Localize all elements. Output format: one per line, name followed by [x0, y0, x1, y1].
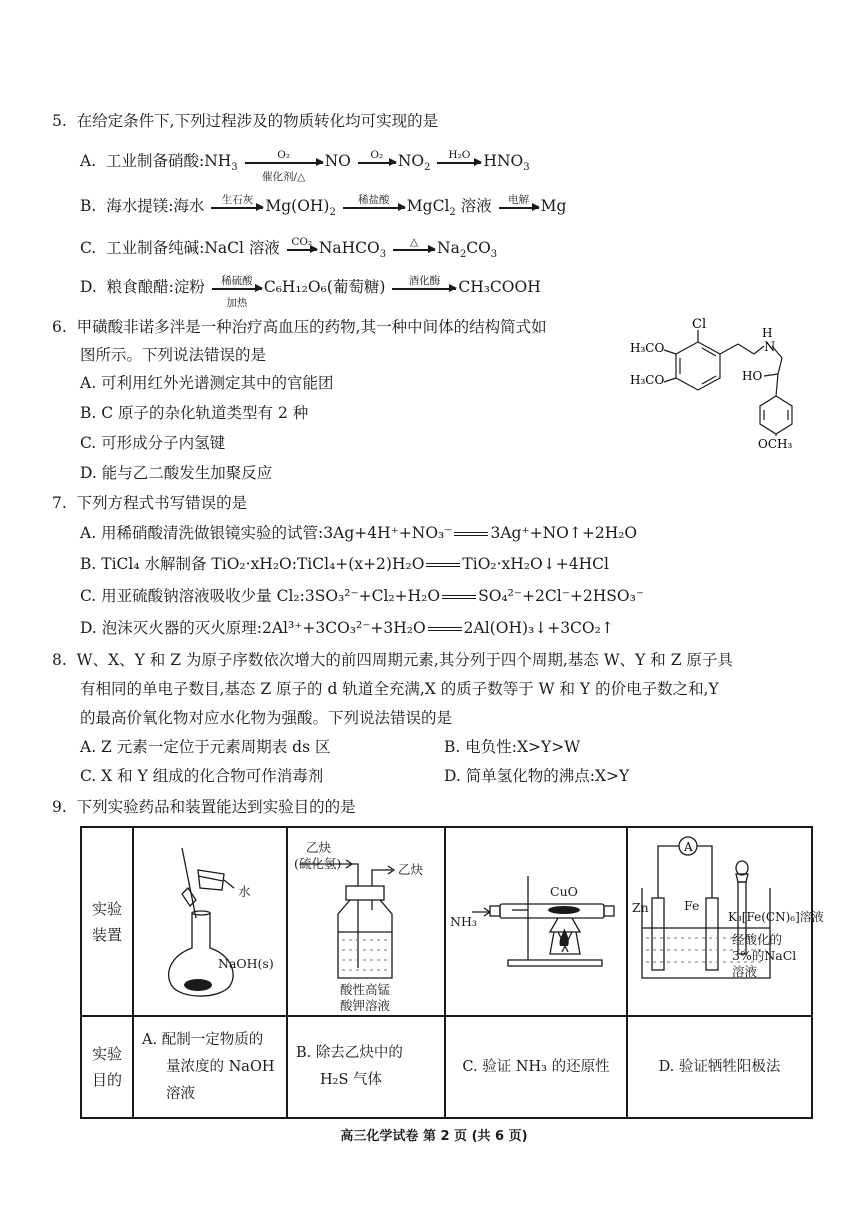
reaction-arrow: O₂ 催化剂/△: [245, 160, 323, 163]
purpose-c: C. 验证 NH₃ 的还原性: [445, 1016, 627, 1118]
reaction-arrow: CO₂: [287, 247, 317, 250]
q8-stem-line1: 8. W、X、Y 和 Z 为原子序数依次增大的前四周期元素,其分列于四个周期,基态 W、Y 和 Z 原子具: [52, 651, 733, 669]
structure-ome1-label: H₃CO: [630, 341, 665, 355]
purpose-b: B. 除去乙炔中的 H₂S 气体: [287, 1016, 445, 1118]
label-water: 水: [238, 884, 251, 899]
equals-sign: [428, 625, 462, 634]
q6-stem-line2: 图所示。下列说法错误的是: [80, 346, 267, 364]
label-ferricyanide: K₃[Fe(CN)₆]溶液: [728, 910, 824, 924]
q5-option-a: A. 工业制备硝酸$:NH_3$ O₂ 催化剂/△ NO O₂ $NO_2$ H₂O $HNO_3$: [80, 149, 530, 184]
label-nh3: NH₃: [450, 914, 477, 929]
label-naoh-solid: NaOH(s): [218, 956, 274, 971]
q6-number: 6.: [52, 318, 67, 336]
q5-number: 5.: [52, 112, 67, 130]
q5-option-c: C. 工业制备纯碱:NaCl 溶液 CO₂ NaHCO$_3$ △ $Na_2CO_3$: [80, 236, 498, 261]
label-kmno4-line2: 酸钾溶液: [340, 998, 391, 1013]
structure-oh-label: HO: [742, 369, 763, 383]
q7-option-a: A. 用稀硝酸清洗做银镜实验的试管:3Ag+4H⁺+NO₃⁻ 3Ag⁺+NO↑+2H₂O: [80, 524, 638, 542]
diagram-a-volumetric-flask: [133, 827, 287, 1016]
purpose-d: D. 验证牺牲阳极法: [627, 1016, 812, 1118]
purpose-a: A. 配制一定物质的 量浓度的 NaOH 溶液: [133, 1016, 287, 1118]
q8-option-b: B. 电负性:X>Y>W: [444, 738, 581, 756]
label-inlet-h2s: (硫化氢): [294, 856, 342, 871]
q6-option-a: A. 可利用红外光谱测定其中的官能团: [80, 374, 334, 392]
structure-ome3-label: OCH₃: [758, 437, 793, 451]
q8-option-a: A. Z 元素一定位于元素周期表 ds 区: [80, 738, 331, 756]
label-nacl-line1: 经酸化的: [732, 932, 783, 947]
q9-number: 9.: [52, 798, 67, 816]
reaction-arrow: H₂O: [437, 160, 481, 163]
reaction-arrow: △: [393, 247, 435, 250]
page-footer: 高三化学试卷 第 2 页 (共 6 页): [340, 1129, 528, 1144]
reaction-arrow: 电解: [499, 205, 539, 208]
q5-option-b: B. 海水提镁:海水 生石灰 $Mg(OH)_2$ 稀盐酸 MgCl$_2$ 溶液 电解 Mg: [80, 194, 567, 219]
q6-stem-line1: 6. 甲磺酸非诺多泮是一种治疗高血压的药物,其一种中间体的结构简式如: [52, 318, 547, 336]
q7-option-b: B. TiCl₄ 水解制备 TiO₂·xH₂O:TiCl₄+(x+2)H₂O TiO₂·xH₂O↓+4HCl: [80, 555, 609, 573]
q6-option-d: D. 能与乙二酸发生加聚反应: [80, 464, 273, 482]
label-nacl-line3: 溶液: [732, 964, 758, 979]
reaction-arrow: O₂: [358, 160, 396, 163]
label-outlet-acetylene: 乙炔: [398, 862, 424, 877]
diagram-b-gas-washing-bottle: [287, 827, 445, 1016]
reaction-arrow: 酒化酶: [392, 286, 456, 289]
equals-sign: [442, 593, 476, 602]
label-fe: Fe: [684, 898, 700, 913]
q5-stem: 5. 在给定条件下,下列过程涉及的物质转化均可实现的是: [52, 112, 439, 130]
table-header-purpose: 实验 目的: [81, 1016, 133, 1118]
diagram-d-galvanic-cell: [627, 827, 824, 1016]
equals-sign: [454, 530, 488, 539]
q8-number: 8.: [52, 651, 67, 669]
q7-stem: 7. 下列方程式书写错误的是: [52, 494, 248, 512]
q6-option-c: C. 可形成分子内氢键: [80, 434, 226, 452]
label-kmno4-line1: 酸性高锰: [340, 982, 391, 997]
label-inlet-acetylene: 乙炔: [306, 840, 332, 855]
equals-sign: [426, 561, 460, 570]
q7-option-d: D. 泡沫灭火器的灭火原理:2Al³⁺+3CO₃²⁻+3H₂O 2Al(OH)₃↓+3CO₂↑: [80, 619, 614, 637]
reaction-arrow: 稀盐酸: [343, 205, 405, 208]
q6-option-b: B. C 原子的杂化轨道类型有 2 种: [80, 404, 309, 422]
reaction-arrow: 稀硫酸 加热: [212, 286, 262, 289]
q5-option-d: D. 粮食酿醋:淀粉 稀硫酸 加热 C₆H₁₂O₆(葡萄糖) 酒化酶 CH₃COOH: [80, 275, 541, 310]
structure-nh-label: H: [762, 326, 773, 340]
ammeter-label: A: [684, 840, 693, 854]
molecular-structure-diagram: [630, 312, 830, 452]
q8-option-c: C. X 和 Y 组成的化合物可作消毒剂: [80, 767, 324, 785]
diagram-c-combustion-tube: [445, 827, 627, 1016]
label-zn: Zn: [632, 900, 649, 915]
label-cuo: CuO: [550, 884, 578, 899]
q9-stem: 9. 下列实验药品和装置能达到实验目的的是: [52, 798, 356, 816]
table-header-apparatus: 实验 装置: [81, 827, 133, 1016]
structure-cl-label: Cl: [692, 317, 707, 332]
q7-option-c: C. 用亚硫酸钠溶液吸收少量 Cl₂:3SO₃²⁻+Cl₂+H₂O SO₄²⁻+2Cl⁻+2HSO₃⁻: [80, 587, 644, 605]
q8-option-d: D. 简单氢化物的沸点:X>Y: [444, 767, 630, 785]
experiment-table: [80, 826, 824, 1119]
label-nacl-line2: 3%的NaCl: [732, 948, 797, 963]
q8-stem-line3: 的最高价氧化物对应水化物为强酸。下列说法错误的是: [80, 709, 453, 727]
reaction-arrow: 生石灰: [211, 205, 263, 208]
structure-ome2-label: H₃CO: [630, 373, 665, 387]
q7-number: 7.: [52, 494, 67, 512]
structure-n-label: N: [764, 340, 776, 355]
q8-stem-line2: 有相同的单电子数目,基态 Z 原子的 d 轨道全充满,X 的质子数等于 W 和 Y 的价电子数之和,Y: [80, 680, 719, 698]
